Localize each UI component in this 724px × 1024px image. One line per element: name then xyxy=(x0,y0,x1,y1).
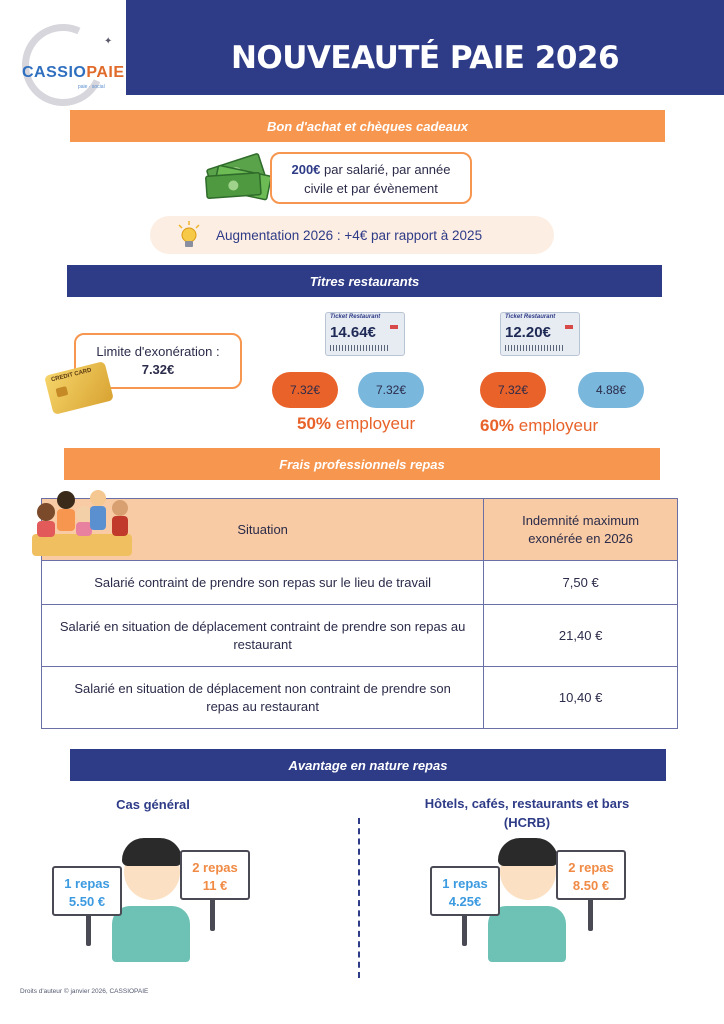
logo-subtitle: paie · social xyxy=(78,84,105,90)
sign-stick xyxy=(462,912,467,946)
employee-share: 4.88€ xyxy=(578,372,644,408)
sign-1-repas: 1 repas 5.50 € xyxy=(52,866,122,916)
ticket-value: 14.64€ xyxy=(330,324,376,341)
employee-share: 7.32€ xyxy=(358,372,424,408)
logo-text: CASSIOPAIE xyxy=(22,64,125,81)
employer-share: 7.32€ xyxy=(272,372,338,408)
sign-2-repas: 2 repas 11 € xyxy=(180,850,250,900)
table-row xyxy=(42,667,678,729)
logo xyxy=(8,12,126,102)
sign-stick xyxy=(86,912,91,946)
section-title: Bon d'achat et chèques cadeaux xyxy=(266,118,469,134)
employer-share: 7.32€ xyxy=(480,372,546,408)
kid-illustration xyxy=(112,906,190,962)
sign-2-repas: 2 repas 8.50 € xyxy=(556,850,626,900)
column-header-indemnite: Indemnité maximum exonérée en 2026 xyxy=(484,499,678,561)
cell-situation: Salarié en situation de déplacement contraint de prendre son repas au restaurant xyxy=(42,605,484,667)
cell-situation: Salarié contraint de prendre son repas sur le lieu de travail xyxy=(42,561,484,605)
gift-text-1: par salarié, par année xyxy=(320,162,451,177)
kid-hair xyxy=(122,838,182,866)
cell-amount: 21,40 € xyxy=(484,605,678,667)
sign-stick xyxy=(210,897,215,931)
augmentation-text: Augmentation 2026 : +4€ par rapport à 2025 xyxy=(216,228,483,243)
table-row xyxy=(42,561,678,605)
heading-cas-general: Cas général xyxy=(116,797,190,812)
employer-percentage: 50% employeur xyxy=(297,414,416,433)
gift-text-2: civile et par évènement xyxy=(304,181,438,196)
kid-illustration xyxy=(488,906,566,962)
ticket-value: 12.20€ xyxy=(505,324,551,341)
heading-hcrb: Hôtels, cafés, restaurants et bars (HCRB) xyxy=(424,796,630,830)
copyright: Droits d'auteur © janvier 2026, CASSIOPAIE xyxy=(20,988,149,995)
kid-hair xyxy=(498,838,558,866)
section-title: Titres restaurants xyxy=(309,273,420,289)
credit-card-icon: CREDIT CARD xyxy=(44,361,114,415)
limit-label: Limite d'exonération : xyxy=(96,344,220,359)
gift-amount-box xyxy=(270,152,472,204)
section-title: Frais professionnels repas xyxy=(279,456,445,472)
section-bar-titres-restaurants xyxy=(67,265,662,297)
cell-situation: Salarié en situation de déplacement non contraint de prendre son repas au restaurant xyxy=(42,667,484,729)
employer-percentage: 60% employeur xyxy=(480,416,599,435)
column-header-situation: Situation xyxy=(42,499,484,561)
limit-value: 7.32€ xyxy=(141,362,175,377)
cell-amount: 10,40 € xyxy=(484,667,678,729)
section-bar-avantage xyxy=(70,749,666,781)
money-icon xyxy=(202,150,278,202)
gift-amount: 200€ xyxy=(291,162,321,177)
people-illustration xyxy=(26,482,138,560)
section-bar-frais xyxy=(64,448,660,480)
page-title: NOUVEAUTÉ PAIE 2026 xyxy=(230,40,620,76)
star-icon: ✦ xyxy=(104,36,113,47)
section-bar-bon-achat xyxy=(70,110,665,142)
lightbulb-icon xyxy=(176,221,202,251)
ticket-restaurant: Ticket Restaurant 14.64€ xyxy=(325,312,405,356)
section-title: Avantage en nature repas xyxy=(288,757,448,773)
cell-amount: 7,50 € xyxy=(484,561,678,605)
sign-stick xyxy=(588,897,593,931)
ticket-restaurant: Ticket Restaurant 12.20€ xyxy=(500,312,580,356)
table-row xyxy=(42,605,678,667)
divider xyxy=(358,818,360,978)
sign-1-repas: 1 repas 4.25€ xyxy=(430,866,500,916)
